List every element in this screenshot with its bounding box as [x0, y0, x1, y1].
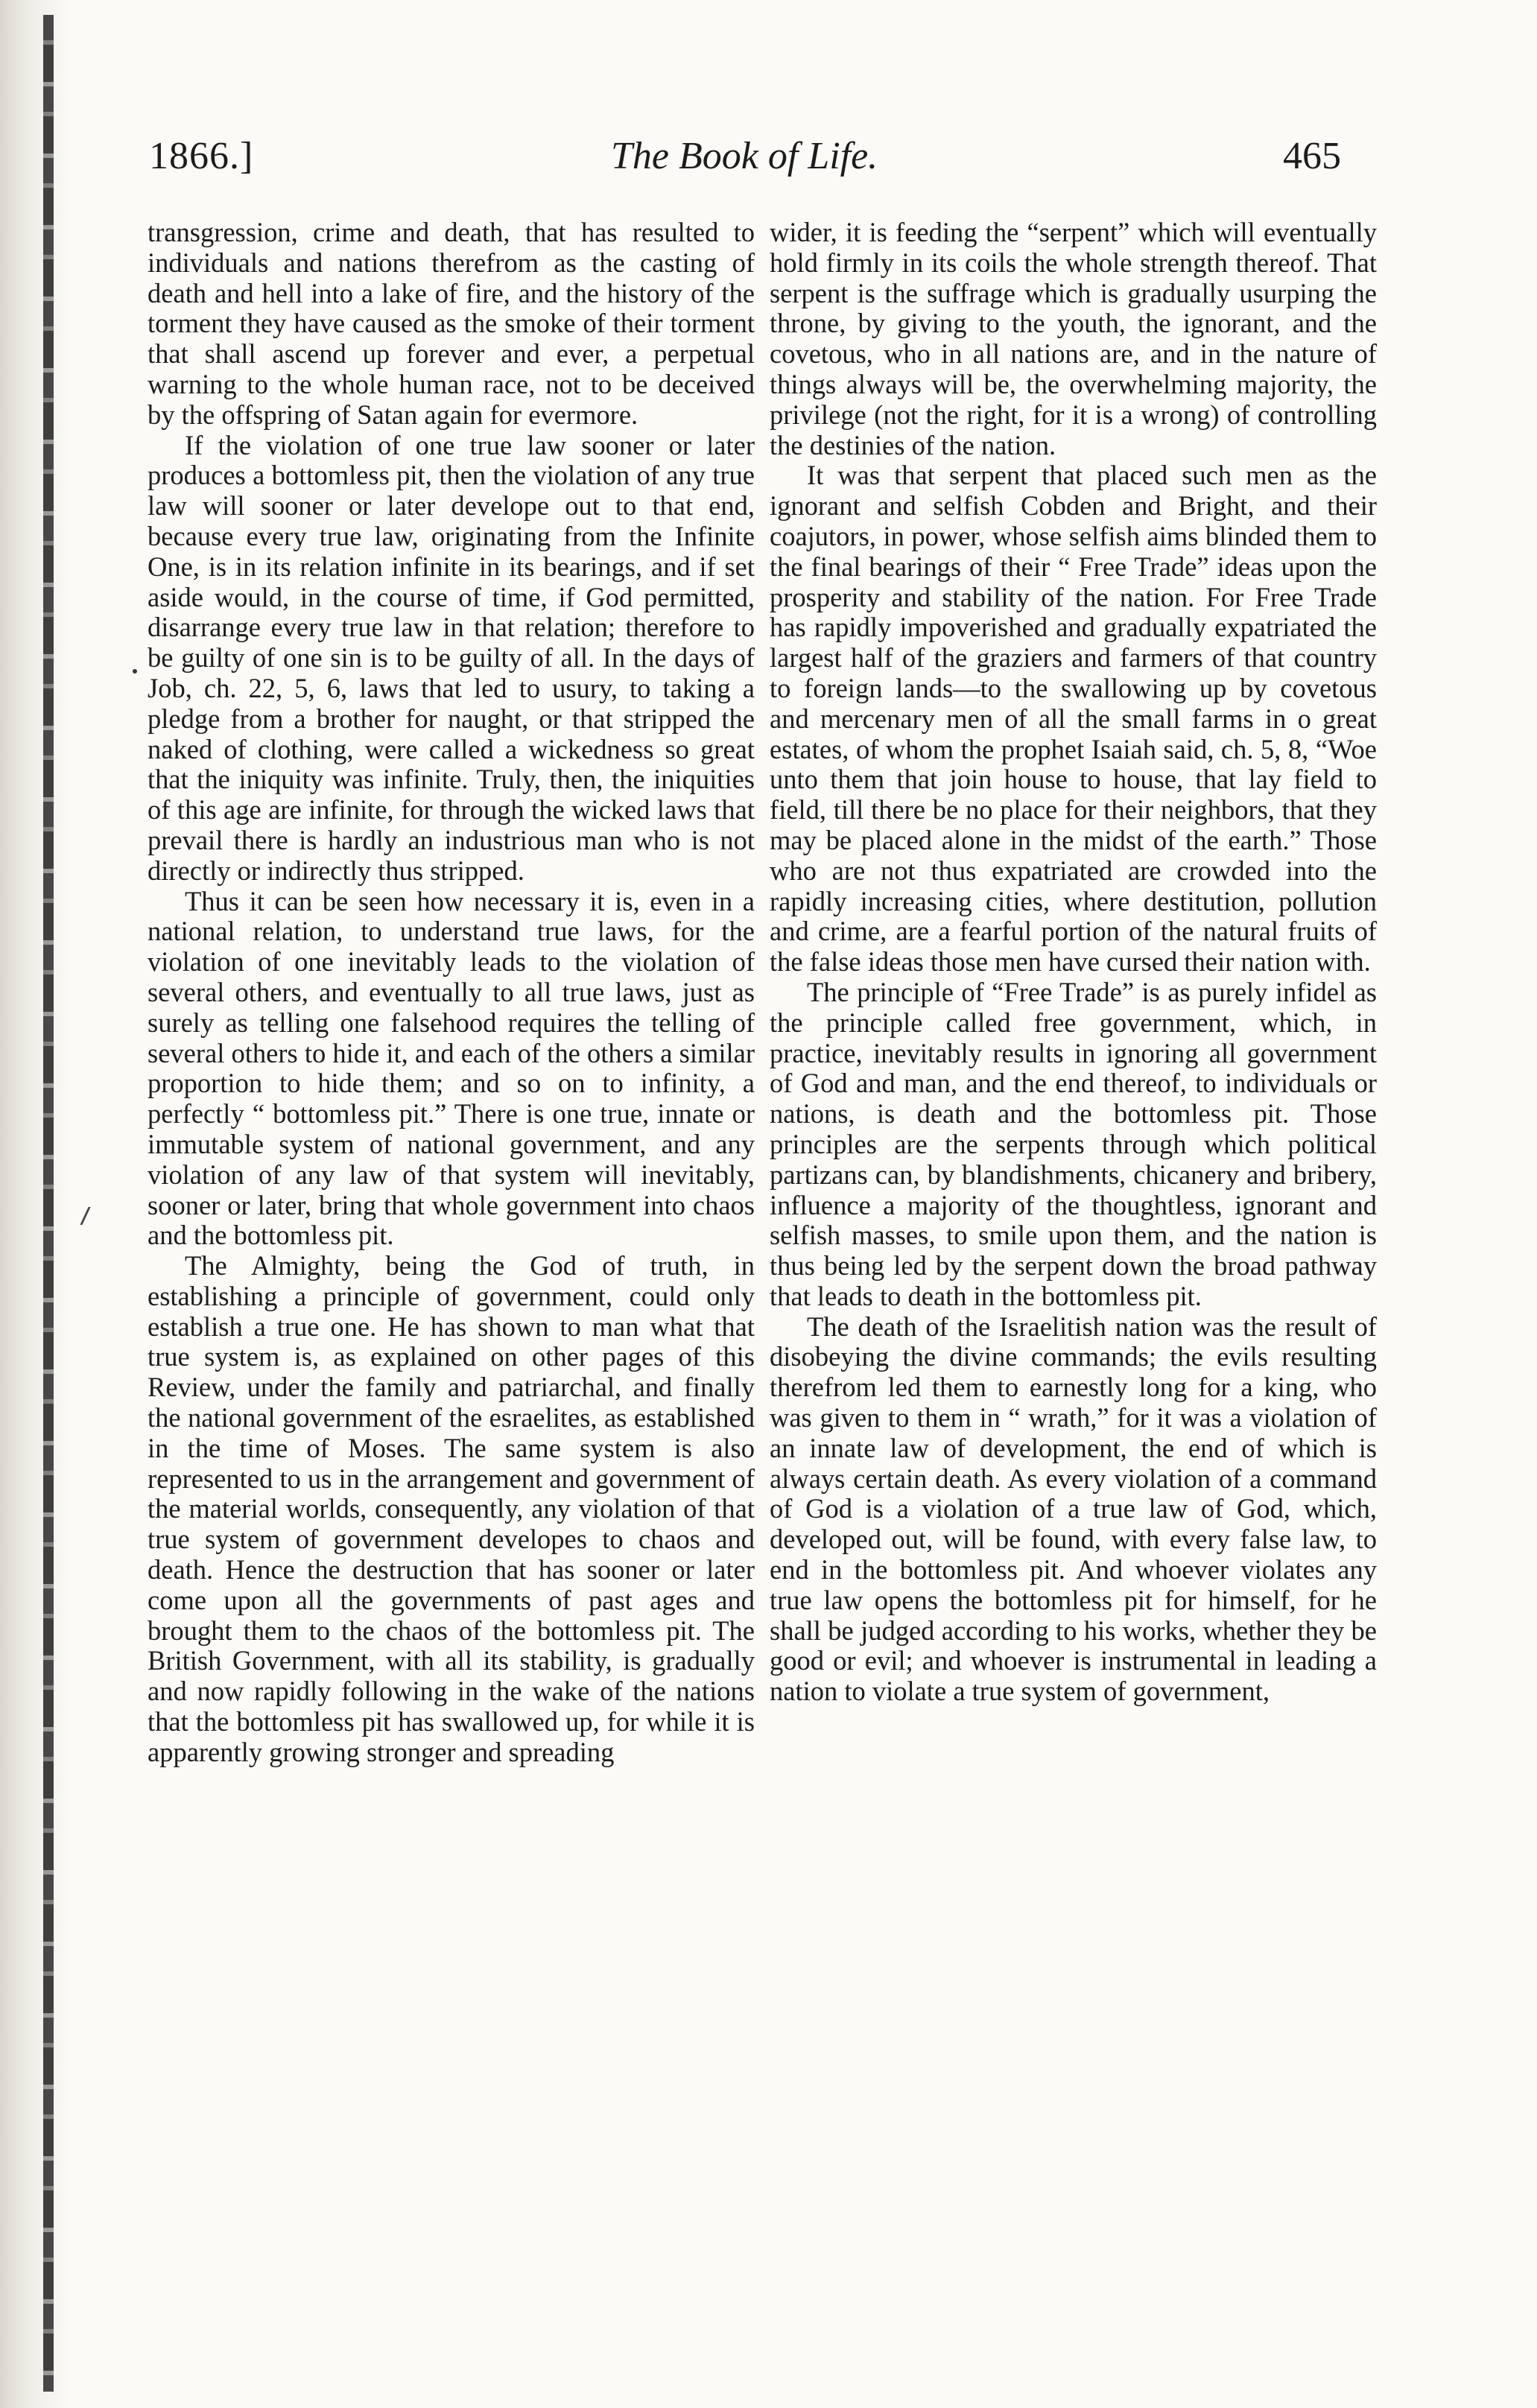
header-title: The Book of Life.	[611, 135, 878, 177]
header-page-number: 465	[1283, 135, 1341, 177]
paragraph: It was that serpent that placed such men as the ignorant and selfish Cobden and Bright, and their coajutors, in power, whose selfish aims blinded them to the final bearings of their “ Free Trade” ideas upon the prosperity and stability of the nation. For Free Trade has rapidly impoverished and gradually expatriated the largest half of the graziers and farmers of that country to foreign lands—to the swallowing up by covetous and mercenary men of all the small farms in o great estates, of whom the prophet Isaiah said, ch. 5, 8, “Woe unto them that join house to house, that lay field to field, till there be no place for their neighbors, that they may be placed alone in the midst of the earth.” Those who are not thus expatriated are crowded into the rapidly increasing cities, where destitution, pollution and crime, are a fearful portion of the natural fruits of the false ideas those men have cursed their nation with.	[770, 460, 1377, 978]
binding-gutter-shadow	[0, 0, 71, 2408]
margin-mark	[133, 669, 137, 674]
margin-tick-mark	[80, 1207, 101, 1225]
paragraph: Thus it can be seen how necessary it is, even in a national relation, to understand true laws, for the violation of one inevitably leads to the violation of several others, and eventually to all true laws, just as surely as telling one falsehood requires the telling of several others to hide it, and each of the others a similar proportion to hide them; and so on to infinity, a perfectly “ bottomless pit.” There is one true, innate or immutable system of national government, and any violation of any law of that system will inevitably, sooner or later, bring that whole government into chaos and the bottomless pit.	[148, 885, 755, 1251]
paragraph: The Almighty, being the God of truth, in establishing a principle of government, could only establish a true one. He has shown to man what that true system is, as explained on other pages of this Review, under the family and patriarchal, and finally the national government of the esraelites, as established in the time of Moses. The same system is also represented to us in the arrangement and government of the material worlds, consequently, any violation of that true system of government developes to chaos and death. Hence the destruction that has sooner or later come upon all the governments of past ages and brought them to the chaos of the bottomless pit. The British Government, with all its stability, is gradually and now rapidly following in the wake of the nations that the bottomless pit has swallowed up, for while it is apparently growing stronger and spreading	[148, 1250, 755, 1767]
paragraph: wider, it is feeding the “serpent” which will eventually hold firmly in its coils the whole strength thereof. That serpent is the suffrage which is gradually usurping the throne, by giving to the youth, the ignorant, and the covetous, who in all nations are, and in the nature of things always will be, the overwhelming majority, the privilege (not the right, for it is a wrong) of controlling the destinies of the nation.	[770, 217, 1377, 460]
left-column	[148, 218, 755, 1768]
binding-edge	[43, 15, 54, 2392]
paragraph: If the violation of one true law sooner or later produces a bottomless pit, then the violation of any true law will sooner or later develope out to that end, because every true law, originating from the Infinite One, is in its relation infinite in its bearings, and if set aside would, in the course of time, if God permitted, disarrange every true law in that relation; therefore to be guilty of one sin is to be guilty of all. In the days of Job, ch. 22, 5, 6, laws that led to usury, to taking a pledge from a brother for naught, or that stripped the naked of clothing, were called a wickedness so great that the iniquity was infinite. Truly, then, the iniquities of this age are infinite, for through the wicked laws that prevail there is hardly an industrious man who is not directly or indirectly thus stripped.	[148, 429, 755, 886]
right-column	[770, 218, 1377, 1707]
paragraph: The principle of “Free Trade” is as purely infidel as the principle called free government, which, in practice, inevitably results in ignoring all government of God and man, and the end thereof, to individuals or nations, is death and the bottomless pit. Those principles are the serpents through which political partizans can, by blandishments, chicanery and bribery, influence a majority of the thoughtless, ignorant and selfish masses, to smile upon them, and the nation is thus being led by the serpent down the broad pathway that leads to death in the bottomless pit.	[770, 976, 1377, 1311]
running-header	[149, 134, 1341, 194]
paragraph: The death of the Israelitish nation was the result of disobeying the divine commands; the evils resulting therefrom led them to earnestly long for a king, who was given to them in “ wrath,” for it was a violation of an innate law of development, the end of which is always certain death. As every violation of a command of God is a violation of a true law of God, which, developed out, will be found, with every false law, to end in the bottomless pit. And whoever violates any true law opens the bottomless pit for himself, for he shall be judged according to his works, whether they be good or evil; and whoever is instrumental in leading a nation to violate a true system of government,	[770, 1311, 1377, 1707]
header-year: 1866.]	[149, 135, 254, 177]
paragraph: transgression, crime and death, that has resulted to individuals and nations therefrom as the casting of death and hell into a lake of fire, and the history of the torment they have caused as the smoke of their torment that shall ascend up forever and ever, a perpetual warning to the whole human race, not to be deceived by the offspring of Satan again for evermore.	[148, 217, 755, 430]
